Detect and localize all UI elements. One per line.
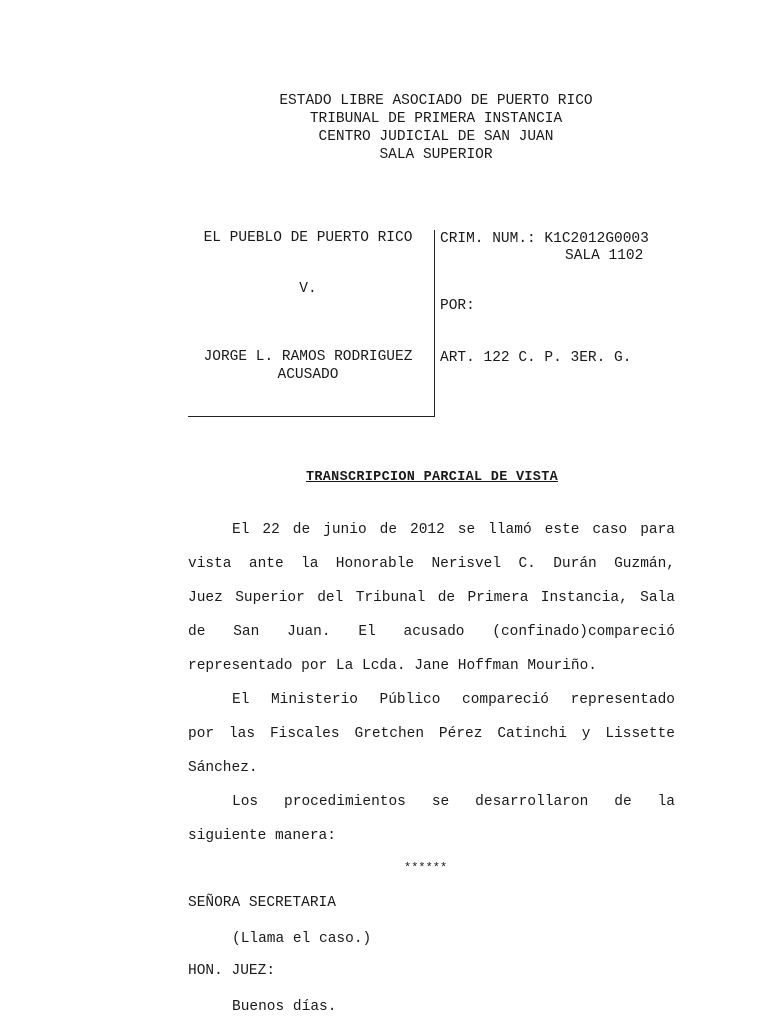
header-line-2: TRIBUNAL DE PRIMERA INSTANCIA: [309, 111, 563, 127]
defendant-block: [188, 348, 428, 384]
header-line-1: ESTADO LIBRE ASOCIADO DE PUERTO RICO: [279, 93, 593, 109]
plaintiff-name: EL PUEBLO DE PUERTO RICO: [203, 230, 413, 246]
paragraph-line: El 22 de junio de 2012 se llamó este caso para: [232, 522, 675, 538]
paragraph-line: por las Fiscales Gretchen Pérez Catinchi y Lissette: [188, 726, 675, 742]
paragraph-line: representado por La Lcda. Jane Hoffman Mouriño.: [188, 658, 597, 674]
document-title: TRANSCRIPCION PARCIAL DE VISTA: [305, 470, 559, 485]
paragraph-line: siguiente manera:: [188, 828, 336, 844]
defendant-role: ACUSADO: [277, 367, 339, 383]
section-separator: ******: [404, 861, 448, 875]
defendant-name: JORGE L. RAMOS RODRIGUEZ: [203, 349, 413, 365]
paragraph-1: [188, 513, 675, 683]
dialogue-line-1: (Llama el caso.): [232, 931, 372, 947]
dialogue-line-2: Buenos días.: [232, 999, 337, 1015]
versus-label: V.: [299, 281, 317, 297]
paragraph-line: Juez Superior del Tribunal de Primera Instancia, Sala: [188, 590, 675, 606]
paragraph-line: Los procedimientos se desarrollaron de la: [232, 794, 675, 810]
paragraph-line: vista ante la Honorable Nerisvel C. Durán Guzmán,: [188, 556, 675, 572]
paragraph-line: Sánchez.: [188, 760, 258, 776]
sala-number: SALA 1102: [565, 248, 644, 264]
paragraph-line: El Ministerio Público compareció representado: [232, 692, 675, 708]
por-label: POR:: [440, 298, 475, 314]
court-header: [188, 92, 684, 164]
header-line-3: CENTRO JUDICIAL DE SAN JUAN: [318, 129, 554, 145]
paragraph-line: de San Juan. El acusado (confinado)compareció: [188, 624, 675, 640]
header-line-4: SALA SUPERIOR: [379, 147, 493, 163]
paragraph-2: [188, 683, 675, 785]
speaker-secretaria: SEÑORA SECRETARIA: [188, 895, 336, 911]
paragraph-3: [188, 785, 675, 853]
caption-vertical-divider: [434, 230, 435, 416]
speaker-juez: HON. JUEZ:: [188, 963, 276, 979]
caption-horizontal-divider: [188, 416, 435, 417]
article-charge: ART. 122 C. P. 3ER. G.: [440, 350, 632, 366]
criminal-number: CRIM. NUM.: K1C2012G0003: [440, 231, 649, 247]
